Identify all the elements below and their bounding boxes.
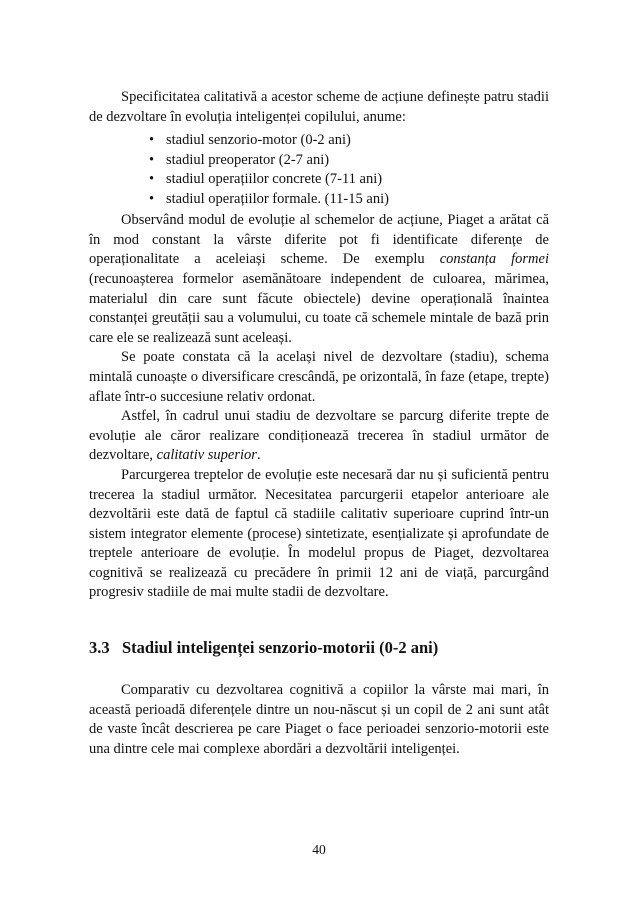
paragraph-stages-intro: Specificitatea calitativă a acestor scheme de acțiune definește patru stadii de dezvoltare în evoluția inteligenței copilului, anume: bbox=[89, 89, 549, 125]
bullet-icon: • bbox=[149, 132, 155, 149]
bullet-icon: • bbox=[149, 171, 155, 188]
list-item: • stadiul preoperator (2-7 ani) bbox=[149, 151, 549, 171]
paragraph-stage-steps: Astfel, în cadrul unui stadiu de dezvoltare se parcurg diferite trepte de evoluție ale căror realizare condiționează trecerea în stadiul următor de dezvoltare, calitativ superior. bbox=[89, 408, 549, 464]
list-item: • stadiul operațiilor formale. (11-15 ani) bbox=[149, 190, 549, 210]
section-number: 3.3 bbox=[89, 638, 110, 658]
paragraph-step-progression: Parcurgerea treptelor de evoluție este necesară dar nu și suficientă pentru trecerea la stadiul următor. Necesitatea parcurgerii etapelor anterioare ale dezvoltării este dată de faptul că stadiile calitativ superioare cuprind într-un sistem integrator elemente (procese) sintetizate, esențializate și aprofundate de treptele anterioare de evoluție. În modelul propus de Piaget, dezvoltarea cognitivă se realizează cu precădere în primii 12 ani de viață, parcurgând progresiv stadiile de mai multe stadii de dezvoltare. bbox=[89, 466, 549, 601]
paragraph-same-level: Se poate constata că la același nivel de dezvoltare (stadiu), schema mintală cunoaște o diversificare crescândă, pe orizontală, în faze (etape, trepte) aflate într-o succesiune relativ ordonat. bbox=[89, 349, 549, 405]
emphasis-form-constancy: constanța formei bbox=[439, 251, 549, 268]
paragraph-sensorimotor-intro: Comparativ cu dezvoltarea cognitivă a copiilor la vârste mai mari, în această perioadă diferențele dintre un nou-născut și un copil de 2 ani sunt atât de vaste încât descrierea pe care Piaget o face perioadei senzorio-motorii este una dintre cele mai complexe abordări a dezvoltării inteligenței. bbox=[89, 682, 549, 757]
section-title: Stadiul inteligenței senzorio-motorii (0-2 ani) bbox=[122, 638, 439, 658]
paragraph-piaget-observation: Observând modul de evoluție al schemelor de acțiune, Piaget a arătat că în mod constant la vârste diferite pot fi identificate diferențe de operaționalitate a aceleiași scheme. De exemplu constanța formei (recunoașterea formelor asemănătoare independent de culoarea, mărimea, materialul din care sunt făcute obiectele) devine operațională înaintea constanței greutății sau a volumului, cu toate că schemele mintale de bază prin care ele se realizează sunt aceleași. bbox=[89, 212, 549, 346]
section-heading bbox=[89, 637, 549, 659]
bullet-icon: • bbox=[149, 190, 155, 207]
list-item: • stadiul senzorio-motor (0-2 ani) bbox=[149, 131, 549, 151]
page-number: 40 bbox=[312, 842, 326, 857]
bullet-icon: • bbox=[149, 151, 155, 168]
stages-list bbox=[89, 131, 549, 209]
list-item: • stadiul operațiilor concrete (7-11 ani) bbox=[149, 170, 549, 190]
emphasis-qualitatively-superior: calitativ superior bbox=[156, 447, 257, 464]
page-content bbox=[89, 88, 549, 759]
